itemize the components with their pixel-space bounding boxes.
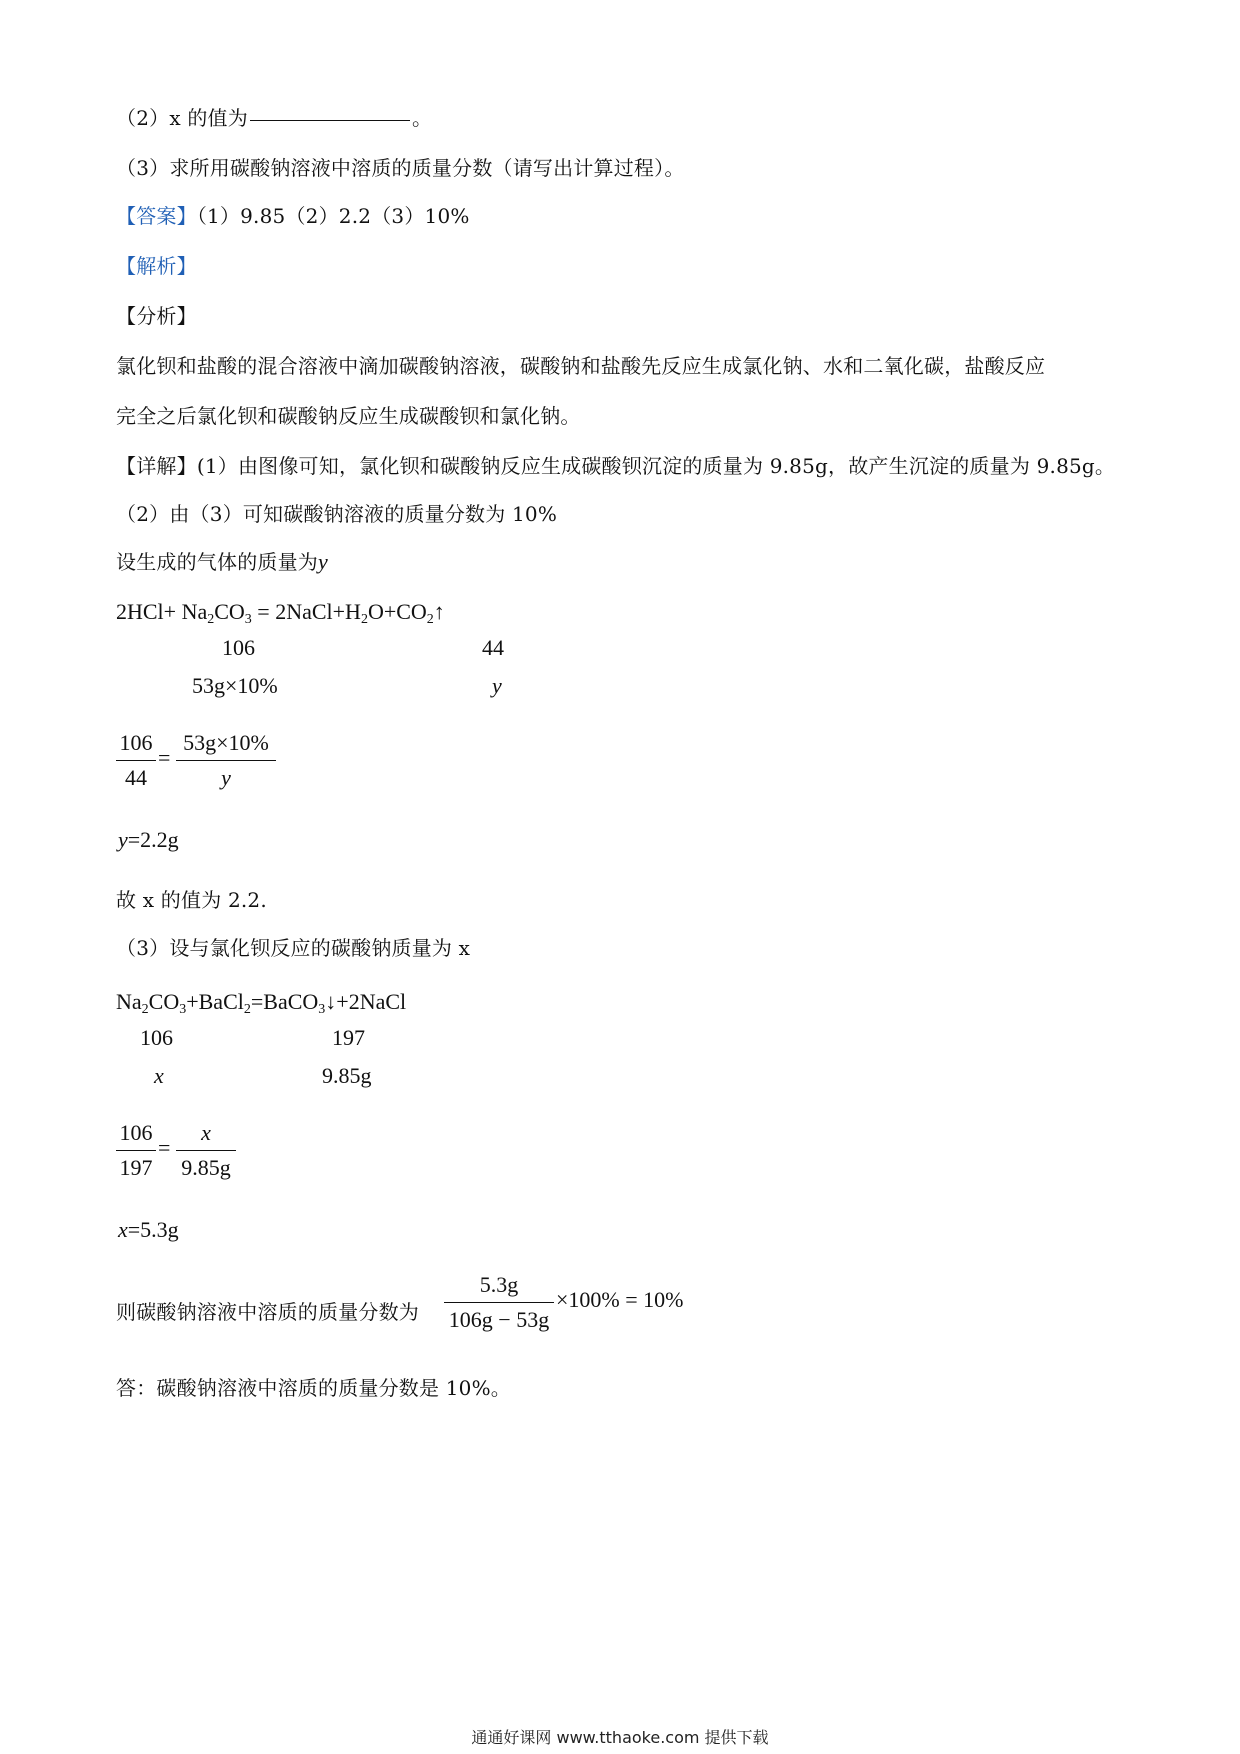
step2-intro: （2）由（3）可知碳酸钠溶液的质量分数为 10% — [116, 502, 558, 526]
step2-set-var: y — [318, 549, 328, 574]
fraction-bar — [116, 760, 156, 761]
eq1-ratio-left-den: 44 — [125, 765, 147, 790]
eq1-ratio-right — [176, 728, 276, 793]
eq2-result-var: x — [118, 1217, 128, 1242]
final-fraction-den: 106g − 53g — [448, 1307, 550, 1332]
eq2-sub-2: 3 — [179, 1002, 187, 1017]
eq1-mw-na2co3: 106 — [222, 635, 255, 660]
eq1-result-var: y — [118, 827, 128, 852]
question-3-line: （3）求所用碳酸钠溶液中溶质的质量分数（请写出计算过程）。 — [116, 156, 685, 180]
eq1-mass-na2co3: 53g×10% — [192, 673, 278, 698]
eq1-mass-co2: y — [492, 673, 502, 698]
equation-1-formula — [116, 598, 445, 626]
final-fraction-tail: ×100% = 10% — [556, 1287, 684, 1312]
eq2-mass-baco3: 9.85g — [322, 1063, 372, 1088]
eq2-sub-1: 2 — [141, 1002, 149, 1017]
eq1-part-c: = 2NaCl+H — [251, 599, 361, 624]
answer-text: （1）9.85（2）2.2（3）10% — [196, 204, 470, 228]
eq1-sub-2: 3 — [244, 612, 252, 627]
step3-set: （3）设与氯化钡反应的碳酸钠质量为 x — [116, 936, 471, 960]
answer-tag: 【答案】 — [116, 204, 197, 228]
answer-blank[interactable] — [250, 120, 410, 121]
eq2-part-a: Na — [116, 989, 142, 1014]
eq1-part-a: 2HCl+ Na — [116, 599, 208, 624]
fraction-bar — [444, 1302, 554, 1303]
eq2-result-val: =5.3g — [127, 1217, 179, 1242]
eq2-part-d: =BaCO — [250, 989, 319, 1014]
fraction-bar — [176, 1150, 236, 1151]
xiangjie-text: (1）由图像可知，氯化钡和碳酸钠反应生成碳酸钡沉淀的质量为 9.85g，故产生沉淀的质量为 9.85g。 — [196, 454, 1116, 478]
eq2-sub-4: 3 — [318, 1002, 326, 1017]
step2-conclusion: 故 x 的值为 2.2. — [116, 888, 267, 912]
eq2-ratio-left — [116, 1118, 156, 1183]
eq1-ratio-equals: = — [158, 745, 171, 770]
eq2-result — [118, 1216, 179, 1244]
eq2-mass-na2co3: x — [154, 1063, 164, 1088]
eq2-ratio-right-den: 9.85g — [181, 1155, 231, 1180]
eq1-result-val: =2.2g — [127, 827, 179, 852]
eq2-mw-baco3: 197 — [332, 1025, 365, 1050]
answer-line — [116, 202, 470, 230]
question-2-line — [116, 104, 432, 132]
eq1-ratio-left-num: 106 — [119, 730, 153, 755]
eq1-result — [118, 826, 179, 854]
fenxi-line-1: 氯化钡和盐酸的混合溶液中滴加碳酸钠溶液，碳酸钠和盐酸先反应生成氯化钠、水和二氧化碳，盐酸反应 — [116, 354, 1046, 378]
eq2-ratio-right — [176, 1118, 236, 1183]
eq2-ratio-left-num: 106 — [119, 1120, 153, 1145]
eq1-sub-4: 2 — [426, 612, 434, 627]
eq1-ratio-right-num: 53g×10% — [183, 730, 269, 755]
jiexi-tag: 【解析】 — [116, 254, 197, 278]
fraction-bar — [116, 1150, 156, 1151]
footer-credit: 通通好课网 www.tthaoke.com 提供下载 — [471, 1728, 769, 1747]
final-fraction — [444, 1270, 554, 1335]
xiangjie-line — [116, 452, 1115, 480]
final-answer: 答：碳酸钠溶液中溶质的质量分数是 10%。 — [116, 1376, 512, 1400]
final-fraction-num: 5.3g — [479, 1272, 519, 1297]
eq2-mw-na2co3: 106 — [140, 1025, 173, 1050]
eq1-part-b: CO — [214, 599, 245, 624]
question-2-text: （2）x 的值为 — [116, 106, 248, 130]
xiangjie-tag: 【详解】 — [116, 454, 197, 478]
step2-set-text: 设生成的气体的质量为 — [116, 550, 318, 574]
eq1-part-d: O+CO — [367, 599, 427, 624]
eq1-sub-1: 2 — [207, 612, 215, 627]
eq2-sub-3: 2 — [243, 1002, 251, 1017]
eq1-ratio-left — [116, 728, 156, 793]
eq1-ratio-right-den: y — [221, 765, 231, 790]
step2-set-line — [116, 548, 328, 576]
eq2-ratio-right-num: x — [201, 1120, 211, 1145]
question-2-suffix: 。 — [411, 106, 433, 130]
fraction-bar — [176, 760, 276, 761]
fenxi-line-2: 完全之后氯化钡和碳酸钠反应生成碳酸钡和氯化钠。 — [116, 404, 581, 428]
gas-arrow-icon: ↑ — [433, 599, 445, 624]
eq2-part-e: ↓+2NaCl — [325, 989, 407, 1014]
eq2-part-c: +BaCl — [186, 989, 244, 1014]
eq2-ratio-left-den: 197 — [119, 1155, 153, 1180]
fenxi-tag: 【分析】 — [116, 304, 197, 328]
eq1-mw-co2: 44 — [482, 635, 504, 660]
eq2-part-b: CO — [148, 989, 180, 1014]
equation-2-formula — [116, 988, 406, 1016]
eq2-ratio-equals: = — [158, 1135, 171, 1160]
eq1-sub-3: 2 — [360, 612, 368, 627]
step3-final-prefix: 则碳酸钠溶液中溶质的质量分数为 — [116, 1300, 419, 1324]
